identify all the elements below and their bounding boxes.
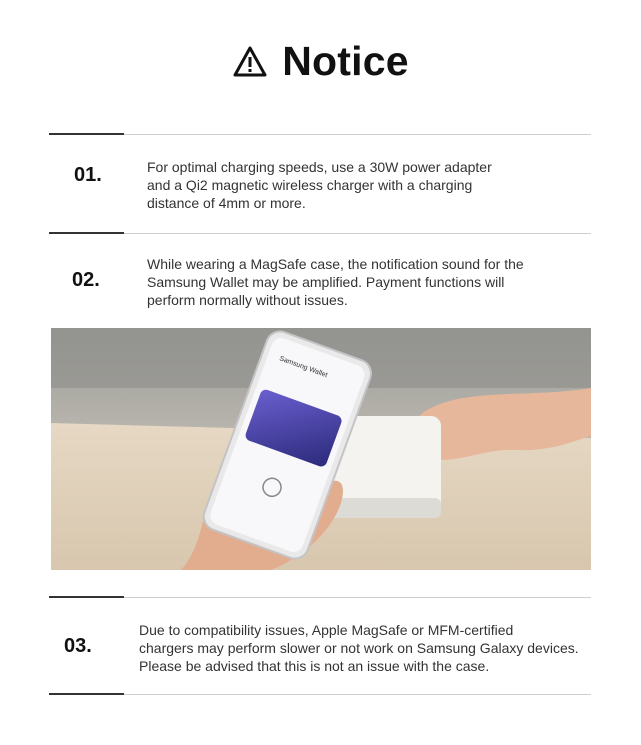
- screen-title: Samsung Wallet: [278, 355, 329, 380]
- warning-triangle-icon: [232, 45, 268, 79]
- notice-text-02: [147, 255, 524, 309]
- notice-number-03: 03.: [64, 635, 92, 657]
- notice-header: [0, 38, 641, 85]
- divider: [49, 233, 591, 234]
- product-photo: [51, 328, 591, 570]
- page-title: Notice: [282, 38, 409, 84]
- notice-number-01: 01.: [74, 164, 102, 186]
- notice-line: While wearing a MagSafe case, the notification sound for the: [147, 256, 524, 272]
- notice-line: perform normally without issues.: [147, 292, 348, 308]
- divider: [49, 134, 591, 135]
- notice-line: chargers may perform slower or not work on Samsung Galaxy devices.: [139, 640, 579, 656]
- notice-number-02: 02.: [72, 269, 100, 291]
- payment-terminal-illustration: [51, 328, 591, 570]
- notice-line: For optimal charging speeds, use a 30W power adapter: [147, 159, 492, 175]
- notice-line: Due to compatibility issues, Apple MagSafe or MFM-certified: [139, 622, 514, 638]
- notice-line: distance of 4mm or more.: [147, 195, 306, 211]
- notice-text-03: [139, 621, 579, 675]
- notice-line: Samsung Wallet may be amplified. Payment functions will: [147, 274, 505, 290]
- notice-text-01: [147, 158, 492, 212]
- divider: [49, 694, 591, 695]
- notice-line: and a Qi2 magnetic wireless charger with a charging: [147, 177, 473, 193]
- divider: [49, 597, 591, 598]
- notice-line: Please be advised that this is not an issue with the case.: [139, 658, 490, 674]
